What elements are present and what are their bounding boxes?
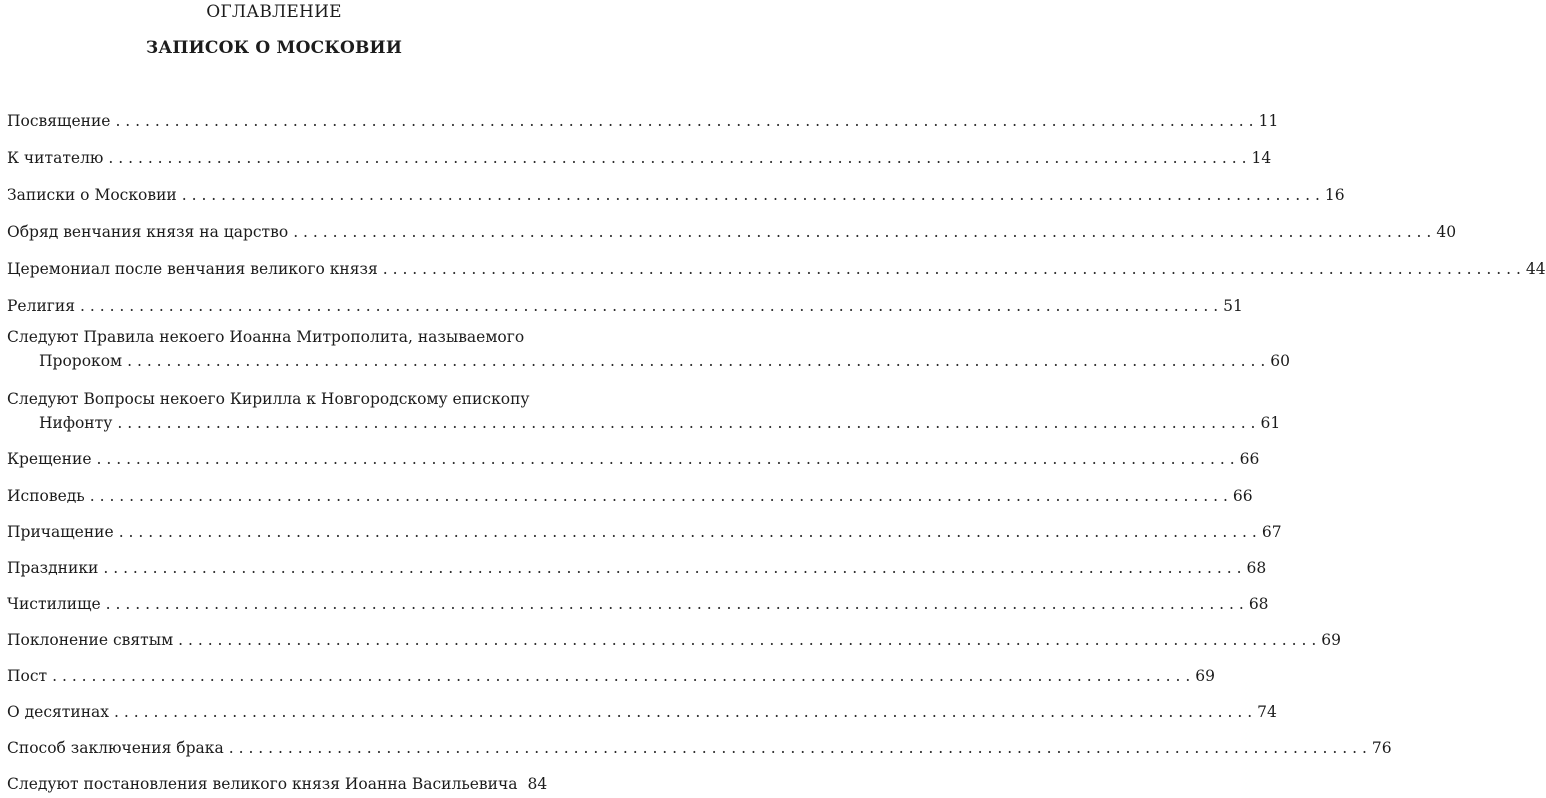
toc-entry[interactable] xyxy=(7,667,1215,685)
toc-entry-page: 40 xyxy=(1436,223,1457,241)
toc-entry-title: Крещение xyxy=(7,450,92,468)
toc-entry-title: Праздники xyxy=(7,559,99,577)
toc-entry-title-continued: Нифонту xyxy=(39,414,113,432)
toc-entry-page: 68 xyxy=(1248,595,1269,613)
leader-dots xyxy=(119,523,1257,541)
toc-entry-title: Следуют Правила некоего Иоанна Митрополита, называемого xyxy=(7,328,525,346)
leader-dots xyxy=(114,703,1252,721)
leader-dots xyxy=(80,297,1218,315)
toc-entry-page: 74 xyxy=(1257,703,1277,721)
toc-entry-title: Способ заключения брака xyxy=(7,739,224,757)
toc-entry[interactable] xyxy=(7,739,1392,757)
toc-entry[interactable] xyxy=(7,149,1272,167)
toc-entry-page: 67 xyxy=(1261,523,1282,541)
toc-entry-page: 51 xyxy=(1223,297,1243,315)
toc-entry-title: Записки о Московии xyxy=(7,186,177,204)
toc-entry-page: 68 xyxy=(1246,559,1267,577)
toc-entry[interactable] xyxy=(7,297,1243,315)
toc-entry-title: Церемониал после венчания великого князя xyxy=(7,260,378,278)
toc-entry-title: Исповедь xyxy=(7,487,85,505)
toc-entry-page: 66 xyxy=(1232,487,1253,505)
leader-dots xyxy=(229,739,1367,757)
toc-entry-title: Пост xyxy=(7,667,48,685)
toc-entry[interactable] xyxy=(7,595,1269,613)
toc-entry-page: 69 xyxy=(1321,631,1342,649)
toc-entry[interactable] xyxy=(7,223,1457,241)
toc-entry-page: 69 xyxy=(1195,667,1215,685)
toc-entry[interactable] xyxy=(7,328,1290,370)
leader-dots xyxy=(117,414,1255,432)
toc-entry-title: Поклонение святым xyxy=(7,631,174,649)
toc-entry-title: К читателю xyxy=(7,149,104,167)
leader-dots xyxy=(293,223,1431,241)
toc-entry-page: 84 xyxy=(527,775,548,793)
leader-dots xyxy=(115,112,1253,130)
toc-entry-page: 11 xyxy=(1258,112,1279,130)
toc-entry-title: Следуют постановления великого князя Иоанна Васильевича xyxy=(7,775,518,793)
toc-entry[interactable] xyxy=(7,390,1281,432)
leader-dots xyxy=(97,450,1235,468)
toc-entry[interactable] xyxy=(7,703,1277,721)
toc-entry-page: 61 xyxy=(1260,414,1281,432)
leader-dots xyxy=(108,149,1246,167)
toc-entry[interactable] xyxy=(7,112,1279,130)
toc-heading: ОГЛАВЛЕНИЕ xyxy=(206,2,342,22)
toc-entry-title-continued: Пророком xyxy=(39,352,123,370)
toc-entry-title: Следуют Вопросы некоего Кирилла к Новгородскому епископу xyxy=(7,390,530,408)
toc-entry-page: 44 xyxy=(1525,260,1546,278)
toc-entry[interactable] xyxy=(7,450,1260,468)
leader-dots xyxy=(106,595,1244,613)
toc-entry[interactable] xyxy=(7,260,1546,278)
toc-entry[interactable] xyxy=(7,523,1282,541)
leader-dots xyxy=(383,260,1521,278)
toc-entry-title: О десятинах xyxy=(7,703,110,721)
toc-entry[interactable] xyxy=(7,559,1267,577)
toc-entry[interactable] xyxy=(7,487,1253,505)
leader-dots xyxy=(52,667,1190,685)
leader-dots xyxy=(178,631,1316,649)
toc-entry-title: Чистилище xyxy=(7,595,101,613)
leader-dots xyxy=(103,559,1241,577)
leader-dots xyxy=(182,186,1320,204)
toc-subheading: ЗАПИСОК О МОСКОВИИ xyxy=(145,38,403,58)
toc-entry-page: 14 xyxy=(1251,149,1272,167)
toc-entry-page: 16 xyxy=(1324,186,1345,204)
toc-entry[interactable] xyxy=(7,775,548,793)
toc-entry-page: 76 xyxy=(1371,739,1392,757)
toc-entry-page: 60 xyxy=(1270,352,1290,370)
toc-entry-title: Посвящение xyxy=(7,112,111,130)
toc-entry-title: Причащение xyxy=(7,523,114,541)
toc-entry-title: Религия xyxy=(7,297,76,315)
toc-entry[interactable] xyxy=(7,631,1342,649)
leader-dots xyxy=(127,352,1265,370)
leader-dots xyxy=(90,487,1228,505)
toc-entry-title: Обряд венчания князя на царство xyxy=(7,223,289,241)
toc-entry-page: 66 xyxy=(1239,450,1260,468)
toc-entry[interactable] xyxy=(7,186,1345,204)
